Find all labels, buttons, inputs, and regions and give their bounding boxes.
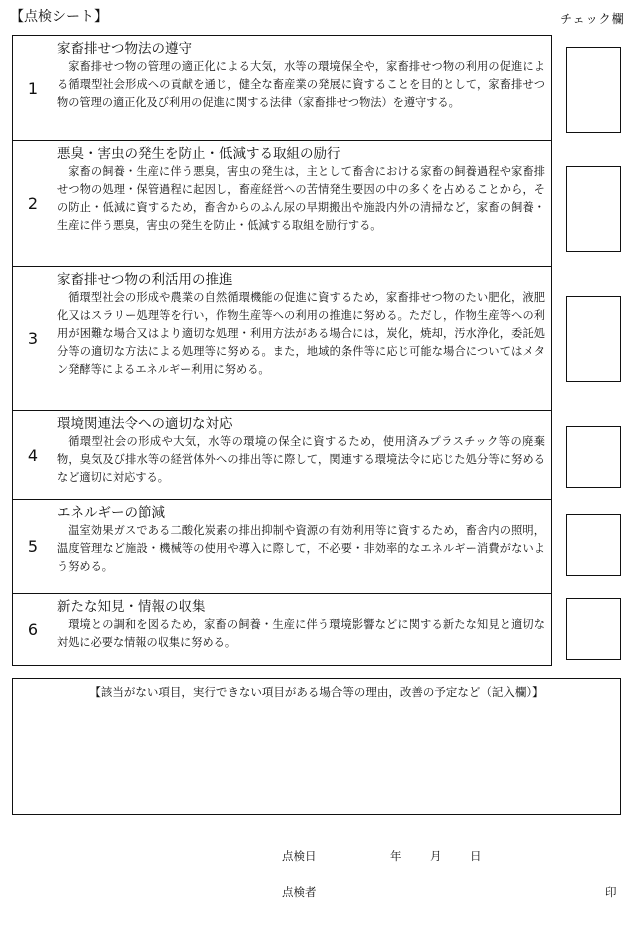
notes-entry-field[interactable] [12,678,621,815]
item-body: 循環型社会の形成や大気，水等の環境の保全に資するため，使用済みプラスチック等の廃棄物，臭気及び排水等の経営体外への排出等に際して，関連する環境法令に応じた処分等に努めるなど適切に対応する。 [57,435,545,484]
item-body: 家畜の飼養・生産に伴う悪臭，害虫の発生は，主として畜舎における家畜の飼養過程や家畜排せつ物の処理・保管過程に起因し，畜産経営への苦情発生要因の中の多くを占めることから，その防止・低減に資するため，畜舎からのふん尿の早期搬出や施設内外の清掃など，家畜の飼養・生産に伴う悪臭，害虫の発生を防止・低減する取組を励行する。 [57,165,545,232]
item-number: 5 [27,537,39,556]
item-body: 環境との調和を図るため，家畜の飼養・生産に伴う環境影響などに関する新たな知見と適切な対処に必要な情報の収集に努める。 [57,618,545,649]
check-box-item-3[interactable] [566,296,621,382]
date-month-label: 月 [430,849,442,863]
checklist-row-4 [13,411,551,500]
checklist-row-5 [13,500,551,594]
item-number: 1 [27,78,39,98]
item-number: 6 [27,620,39,639]
item-heading: 悪臭・害虫の発生を防止・低減する取組の励行 [57,146,341,162]
check-box-item-2[interactable] [566,166,621,252]
checklist-row-2 [13,141,551,267]
checklist-row-1 [13,36,551,141]
item-heading: 新たな知見・情報の収集 [57,599,206,615]
date-day-label: 日 [470,849,482,863]
notes-label: 【該当がない項目，実行できない項目がある場合等の理由，改善の予定など（記入欄）】 [89,685,544,699]
inspector-label: 点検者 [282,885,317,899]
item-heading: 環境関連法令への適切な対応 [57,416,233,432]
item-heading: エネルギーの節減 [57,505,165,521]
check-column-header: チェック欄 [560,12,625,26]
check-box-item-1[interactable] [566,47,621,133]
check-box-item-5[interactable] [566,514,621,576]
item-body: 温室効果ガスである二酸化炭素の排出抑制や資源の有効利用等に資するため，畜舎内の照明，温度管理など施設・機械等の使用や導入に際して，不必要・非効率的なエネルギー消費がないよう努める。 [57,524,545,573]
item-number: 4 [27,445,39,465]
checklist-row-6 [13,594,551,665]
check-box-item-6[interactable] [566,598,621,660]
checklist-row-3 [13,267,551,411]
inspection-date-label: 点検日 [282,849,317,863]
check-box-item-4[interactable] [566,426,621,488]
item-heading: 家畜排せつ物の利活用の推進 [57,272,233,288]
seal-label: 印 [605,885,617,899]
item-body: 循環型社会の形成や農業の自然循環機能の促進に資するため，家畜排せつ物のたい肥化，液肥化又はスラリー処理等を行い，作物生産等への利用の推進に努める。ただし，作物生産等への利用が困難な場合又はより適切な処理・利用方法がある場合には，炭化，焼却，汚水浄化，委託処分等の適切な方法による処理等に努める。また，地域的条件等に応じ可能な場合についてはメタン発酵等によるエネルギー利用に努める。 [57,291,545,376]
item-number: 2 [27,194,39,213]
item-heading: 家畜排せつ物法の遵守 [57,41,192,57]
sheet-title: 【点検シート】 [10,9,108,25]
checklist-table [12,35,552,666]
item-number: 3 [27,329,39,348]
item-body: 家畜排せつ物の管理の適正化による大気，水等の環境保全や，家畜排せつ物の利用の促進による循環型社会形成への貢献を通じ，健全な畜産業の発展に資することを目的として，家畜排せつ物の管理の適正化及び利用の促進に関する法律（家畜排せつ物法）を遵守する。 [57,60,545,109]
date-year-label: 年 [390,849,402,863]
